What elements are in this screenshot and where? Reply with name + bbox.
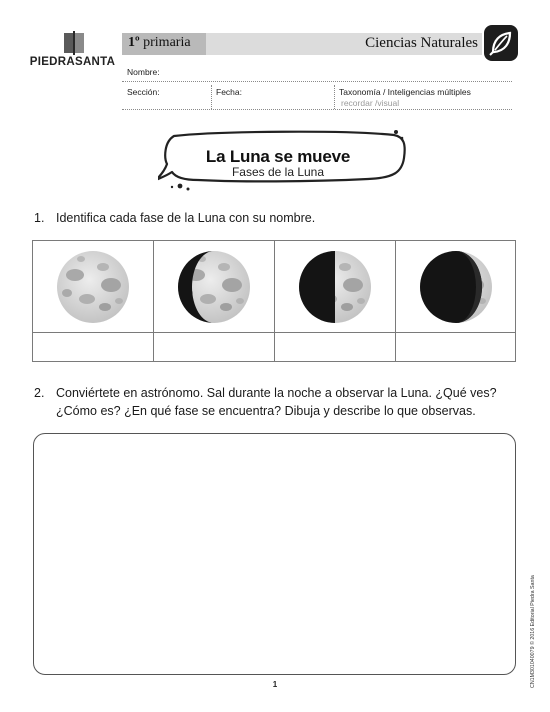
publisher-name: PIEDRASANTA — [29, 56, 116, 68]
leaf-icon — [484, 25, 518, 61]
copyright-text: CN1M301040079 © 2016 Editorial Piedra Santa — [530, 575, 536, 688]
field-divider — [211, 85, 212, 109]
moon-images — [32, 240, 516, 332]
copyright-notice — [522, 548, 536, 688]
name-label: Nombre: — [127, 67, 160, 77]
grade-number: 1º — [128, 35, 140, 50]
field-divider — [334, 85, 335, 109]
publisher-logo — [20, 30, 125, 76]
question-number: 2. — [34, 386, 45, 400]
question-text: Identifica cada fase de la Luna con su nombre. — [56, 211, 316, 225]
date-label: Fecha: — [216, 87, 242, 97]
grade-level: primaria — [143, 35, 191, 50]
question-text-line2: ¿Cómo es? ¿En qué fase se encuentra? Dibuja y describe lo que observas. — [56, 404, 476, 418]
phase-name-cell[interactable] — [154, 333, 274, 361]
section-label: Sección: — [127, 87, 160, 97]
phase-name-cell[interactable] — [396, 333, 515, 361]
moon-phase-crescent — [178, 251, 250, 323]
subject-title: Ciencias Naturales — [365, 35, 478, 51]
worksheet-title: La Luna se mueve — [205, 147, 351, 166]
book-logo-icon — [63, 30, 85, 56]
worksheet-subtitle: Fases de la Luna — [231, 165, 325, 179]
moon-phase-full — [57, 251, 129, 323]
question-2 — [34, 384, 514, 420]
question-1 — [34, 209, 315, 227]
name-field[interactable] — [122, 81, 512, 82]
question-number: 1. — [34, 211, 45, 225]
moon-phase-gibbous — [420, 251, 492, 323]
section-field[interactable] — [122, 109, 512, 110]
phase-name-cell[interactable] — [33, 333, 153, 361]
drawing-area[interactable] — [33, 433, 516, 675]
phase-name-cell[interactable] — [275, 333, 395, 361]
taxonomy-label: Taxonomía / Inteligencias múltiples — [339, 87, 471, 97]
question-text-line1: Conviértete en astrónomo. Sal durante la noche a observar la Luna. ¿Qué ves? — [56, 386, 497, 400]
taxonomy-hint: recordar /visual — [341, 98, 400, 108]
page-number: 1 — [272, 680, 278, 689]
moon-phase-half — [299, 251, 371, 323]
grade-label — [128, 35, 191, 51]
